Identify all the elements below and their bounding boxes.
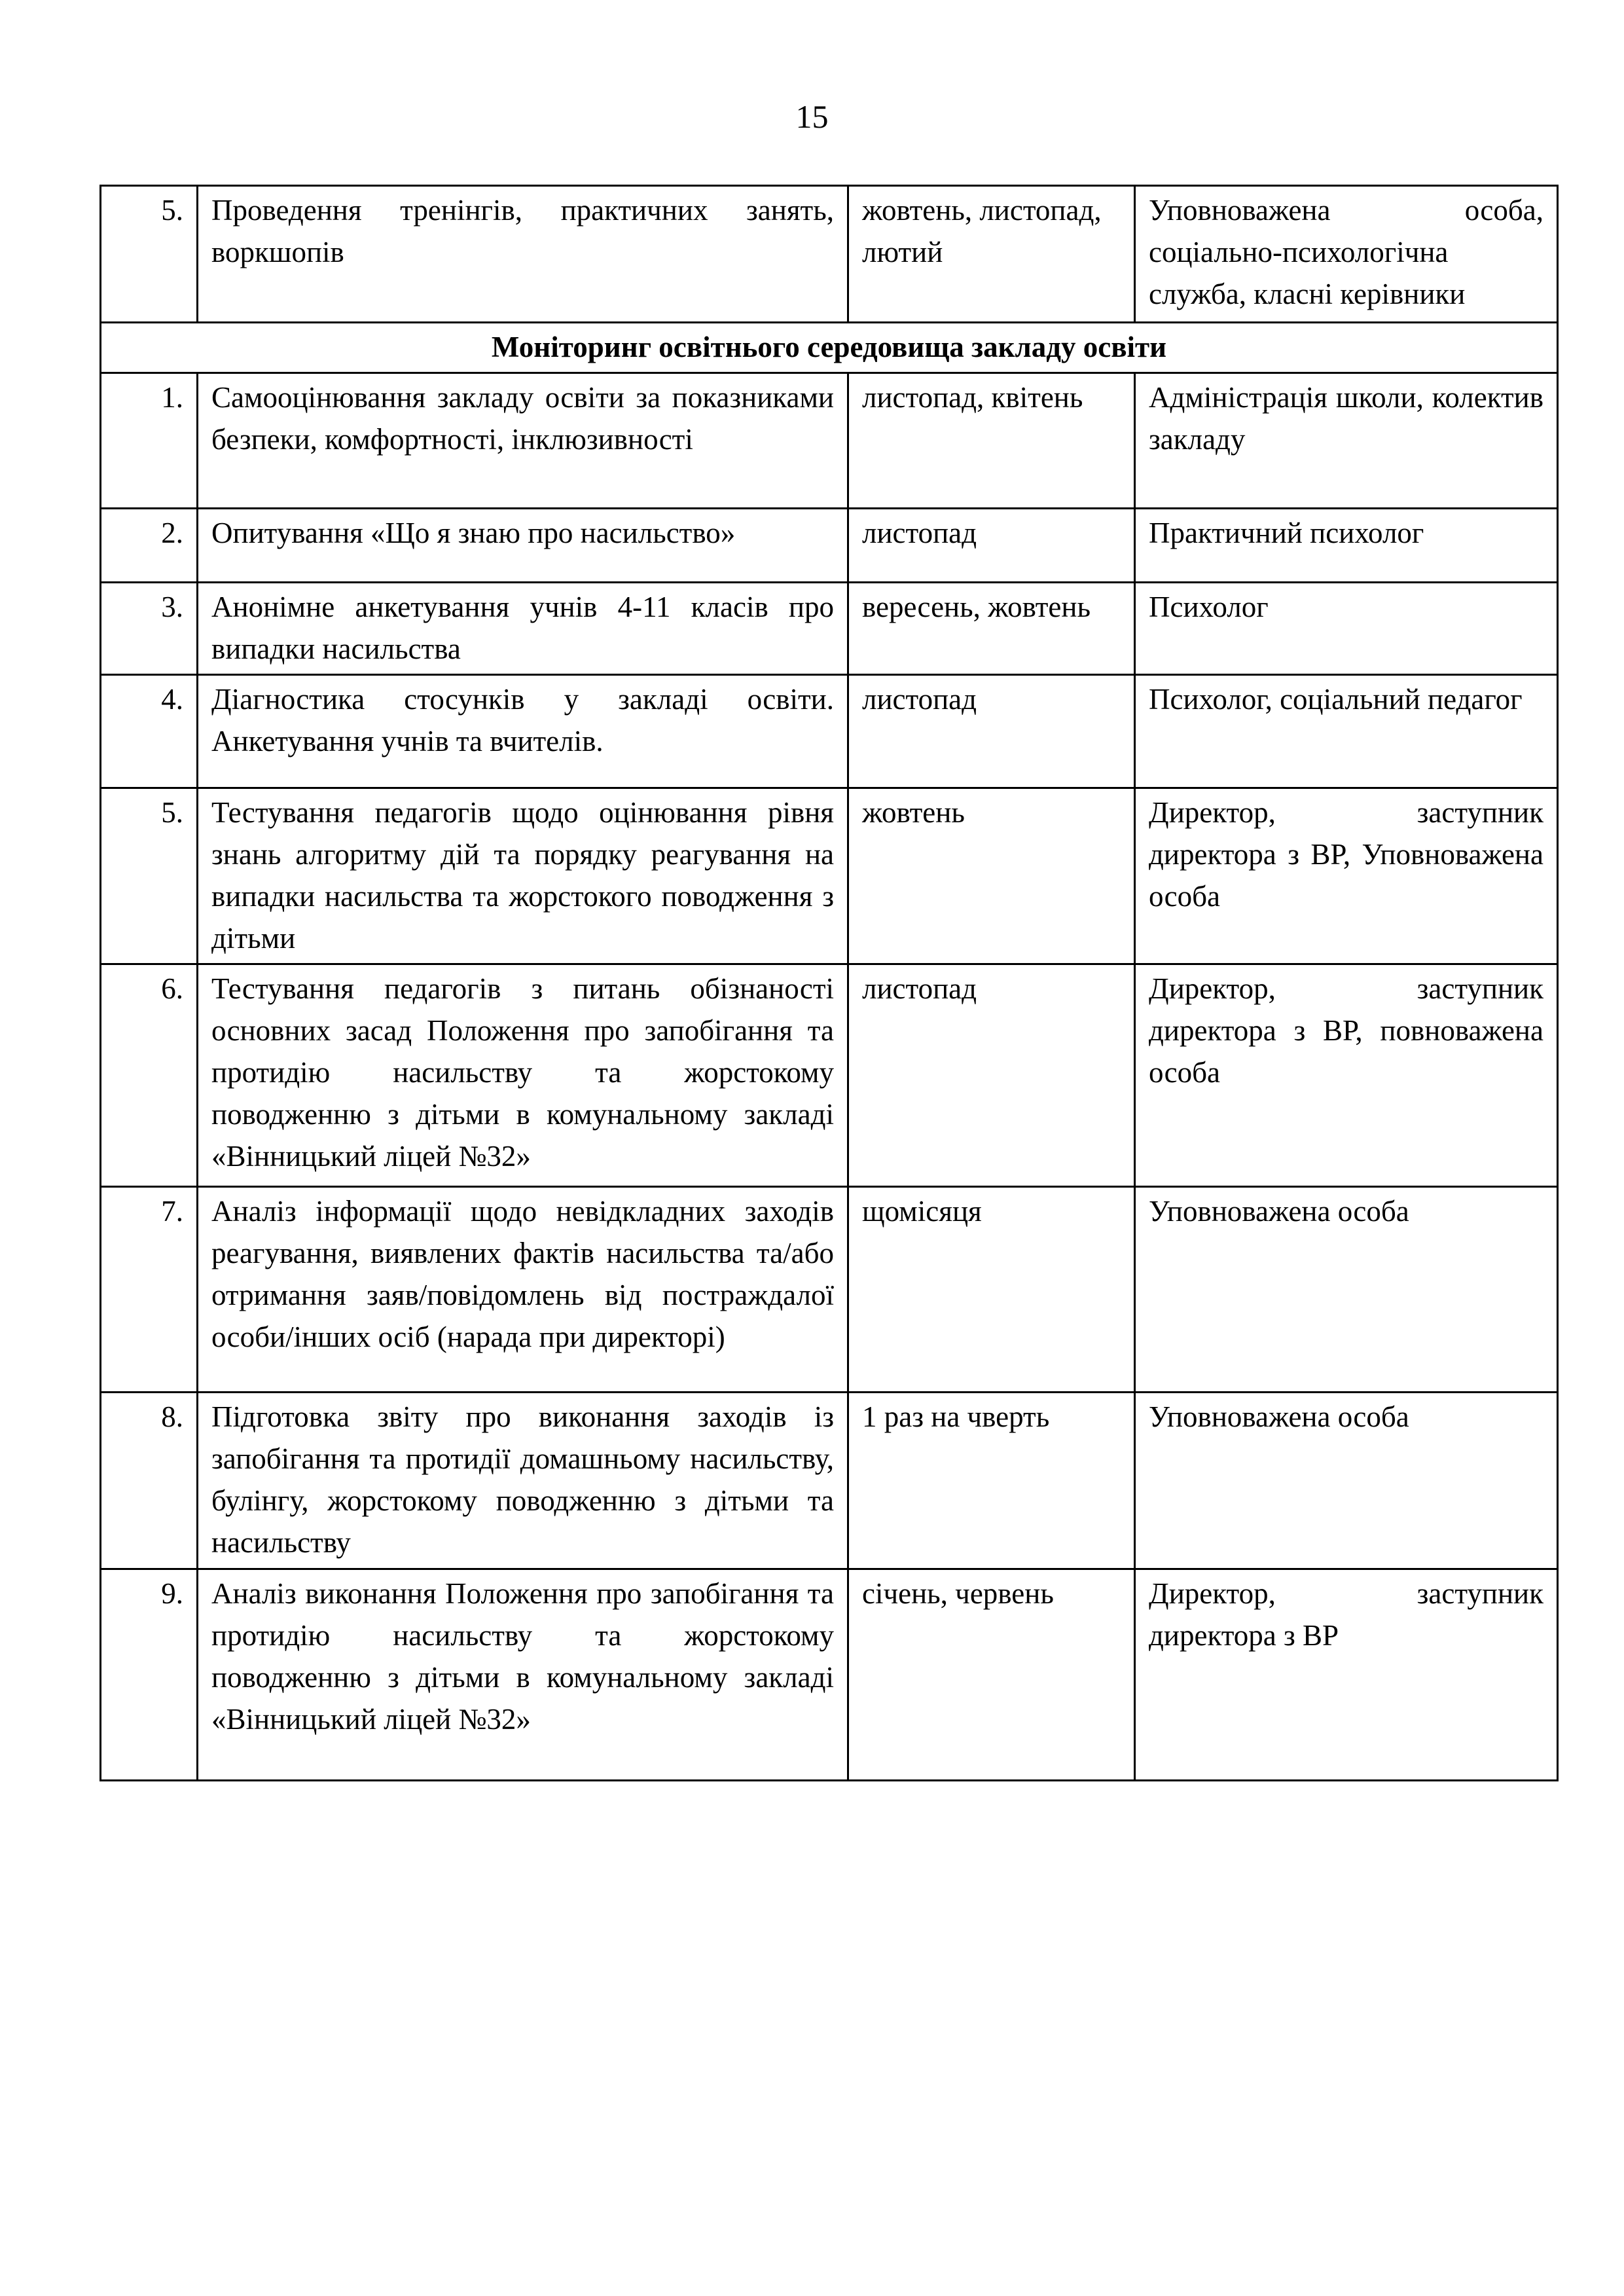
activity-cell: Діагностика стосунків у закладі освіти. Анкетування учнів та вчителів. bbox=[198, 675, 848, 788]
row-number: 3. bbox=[101, 583, 198, 675]
activity-cell: Проведення тренінгів, практичних занять, воркшопів bbox=[198, 186, 848, 323]
date-cell: листопад bbox=[848, 964, 1135, 1187]
responsible-cell: Уповноважена особа bbox=[1135, 1393, 1558, 1569]
responsible-cell: Уповноважена особа bbox=[1135, 1187, 1558, 1393]
responsible-cell: Директор, заступник директора з ВР, Уповноважена особа bbox=[1135, 788, 1558, 964]
row-number: 1. bbox=[101, 373, 198, 509]
activity-cell: Тестування педагогів щодо оцінювання рівня знань алгоритму дій та порядку реагування на випадки насильства та жорстокого поводження з дітьми bbox=[198, 788, 848, 964]
table-row bbox=[101, 186, 1558, 323]
date-cell: 1 раз на чверть bbox=[848, 1393, 1135, 1569]
date-cell: щомісяця bbox=[848, 1187, 1135, 1393]
responsible-cell: Психолог bbox=[1135, 583, 1558, 675]
row-number: 5. bbox=[101, 186, 198, 323]
row-number: 5. bbox=[101, 788, 198, 964]
section-header-row bbox=[101, 323, 1558, 373]
activity-cell: Самооцінювання закладу освіти за показниками безпеки, комфортності, інклюзивності bbox=[198, 373, 848, 509]
date-cell: жовтень bbox=[848, 788, 1135, 964]
table-row bbox=[101, 1393, 1558, 1569]
activity-cell: Опитування «Що я знаю про насильство» bbox=[198, 509, 848, 583]
table-row bbox=[101, 373, 1558, 509]
page-number: 15 bbox=[795, 98, 829, 135]
monitoring-plan-table bbox=[99, 185, 1559, 1781]
table-row bbox=[101, 964, 1558, 1187]
activity-cell: Анонімне анкетування учнів 4-11 класів про випадки насильства bbox=[198, 583, 848, 675]
date-cell: вересень, жовтень bbox=[848, 583, 1135, 675]
date-cell: січень, червень bbox=[848, 1569, 1135, 1781]
table-row bbox=[101, 675, 1558, 788]
responsible-cell: Адміністрація школи, колектив закладу bbox=[1135, 373, 1558, 509]
responsible-cell: Уповноважена особа, соціально-психологічна служба, класні керівники bbox=[1135, 186, 1558, 323]
section-title: Моніторинг освітнього середовища закладу освіти bbox=[101, 323, 1558, 373]
date-cell: листопад, квітень bbox=[848, 373, 1135, 509]
activity-cell: Тестування педагогів з питань обізнаності основних засад Положення про запобігання та протидію насильству та жорстокому поводженню з дітьми в комунальному закладі «Вінницький ліцей №32» bbox=[198, 964, 848, 1187]
row-number: 8. bbox=[101, 1393, 198, 1569]
row-number: 2. bbox=[101, 509, 198, 583]
date-cell: жовтень, листопад, лютий bbox=[848, 186, 1135, 323]
date-cell: листопад bbox=[848, 509, 1135, 583]
table-row bbox=[101, 1187, 1558, 1393]
row-number: 4. bbox=[101, 675, 198, 788]
row-number: 6. bbox=[101, 964, 198, 1187]
responsible-cell: Директор, заступник директора з ВР, повноважена особа bbox=[1135, 964, 1558, 1187]
table-row bbox=[101, 509, 1558, 583]
responsible-cell: Практичний психолог bbox=[1135, 509, 1558, 583]
responsible-cell: Директор, заступник директора з ВР bbox=[1135, 1569, 1558, 1781]
row-number: 9. bbox=[101, 1569, 198, 1781]
activity-cell: Аналіз виконання Положення про запобігання та протидію насильству та жорстокому поводженню з дітьми в комунальному закладі «Вінницький ліцей №32» bbox=[198, 1569, 848, 1781]
table-row bbox=[101, 583, 1558, 675]
activity-cell: Аналіз інформації щодо невідкладних заходів реагування, виявлених фактів насильства та/або отримання заяв/повідомлень від постраждалої особи/інших осіб (нарада при директорі) bbox=[198, 1187, 848, 1393]
date-cell: листопад bbox=[848, 675, 1135, 788]
row-number: 7. bbox=[101, 1187, 198, 1393]
responsible-cell: Психолог, соціальний педагог bbox=[1135, 675, 1558, 788]
table-row bbox=[101, 788, 1558, 964]
activity-cell: Підготовка звіту про виконання заходів із запобігання та протидії домашньому насильству, булінгу, жорстокому поводженню з дітьми та насильству bbox=[198, 1393, 848, 1569]
table-row bbox=[101, 1569, 1558, 1781]
